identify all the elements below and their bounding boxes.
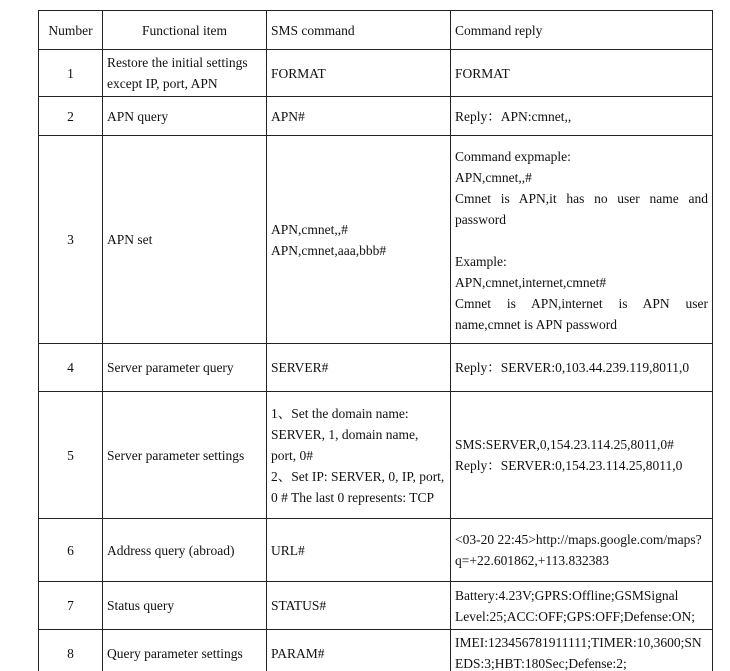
row-number: 6 (39, 519, 103, 582)
header-functional-item: Functional item (103, 11, 267, 50)
row-command-reply: FORMAT (451, 50, 713, 97)
row-command-reply (451, 392, 713, 519)
reply-line: Command expmaple: (455, 149, 571, 164)
header-sms-command: SMS command (267, 11, 451, 50)
table-row (39, 50, 713, 97)
row-number: 8 (39, 630, 103, 671)
row-sms-command: PARAM# (267, 630, 451, 671)
table-row (39, 392, 713, 519)
reply-line: Cmnet is APN,it has no user name and password (455, 191, 708, 227)
header-number: Number (39, 11, 103, 50)
row-functional-item: Status query (103, 582, 267, 630)
row-functional-item: Server parameter query (103, 344, 267, 392)
row-command-reply: <03-20 22:45>http://maps.google.com/maps?q=+22.601862,+113.832383 (451, 519, 713, 582)
table-row (39, 344, 713, 392)
table-row (39, 97, 713, 136)
row-sms-command: SERVER# (267, 344, 451, 392)
row-functional-item: APN set (103, 136, 267, 344)
reply-spacer (455, 230, 708, 251)
row-command-reply: Battery:4.23V;GPRS:Offline;GSMSignal Level:25;ACC:OFF;GPS:OFF;Defense:ON; (451, 582, 713, 630)
row-number: 7 (39, 582, 103, 630)
table-row (39, 630, 713, 671)
row-number: 3 (39, 136, 103, 344)
reply-line: SMS:SERVER,0,154.23.114.25,8011,0# (455, 437, 674, 452)
row-sms-command (267, 136, 451, 344)
reply-line: Reply：SERVER:0,154.23.114.25,8011,0 (455, 458, 683, 473)
row-functional-item: Restore the initial settings except IP, port, APN (103, 50, 267, 97)
row-sms-command: APN# (267, 97, 451, 136)
row-functional-item: Server parameter settings (103, 392, 267, 519)
table-row (39, 136, 713, 344)
command-line: APN,cmnet,aaa,bbb# (271, 242, 387, 258)
row-number: 5 (39, 392, 103, 519)
table-row (39, 582, 713, 630)
row-functional-item: APN query (103, 97, 267, 136)
command-line: 1、Set the domain name: SERVER, 1, domain name, port, 0# (271, 405, 419, 463)
reply-line: Example: (455, 254, 507, 269)
row-command-reply: Reply：SERVER:0,103.44.239.119,8011,0 (451, 344, 713, 392)
table-header-row (39, 11, 713, 50)
command-line: APN,cmnet,,# (271, 221, 348, 237)
row-number: 2 (39, 97, 103, 136)
row-sms-command: STATUS# (267, 582, 451, 630)
header-command-reply: Command reply (451, 11, 713, 50)
row-sms-command: FORMAT (267, 50, 451, 97)
row-number: 4 (39, 344, 103, 392)
row-sms-command (267, 392, 451, 519)
reply-line: APN,cmnet,internet,cmnet# (455, 275, 607, 290)
row-command-reply: IMEI:123456781911111;TIMER:10,3600;SNEDS:3;HBT:180Sec;Defense:2; (451, 630, 713, 671)
command-line: 2、Set IP: SERVER, 0, IP, port, 0 # The last 0 represents: TCP (271, 468, 445, 505)
row-sms-command: URL# (267, 519, 451, 582)
row-command-reply: Reply：APN:cmnet,, (451, 97, 713, 136)
reply-line: APN,cmnet,,# (455, 170, 532, 185)
table-row (39, 519, 713, 582)
sms-command-table (38, 10, 713, 671)
row-functional-item: Address query (abroad) (103, 519, 267, 582)
reply-line: Cmnet is APN,internet is APN user name,cmnet is APN password (455, 296, 708, 332)
row-functional-item: Query parameter settings (103, 630, 267, 671)
row-command-reply (451, 136, 713, 344)
row-number: 1 (39, 50, 103, 97)
